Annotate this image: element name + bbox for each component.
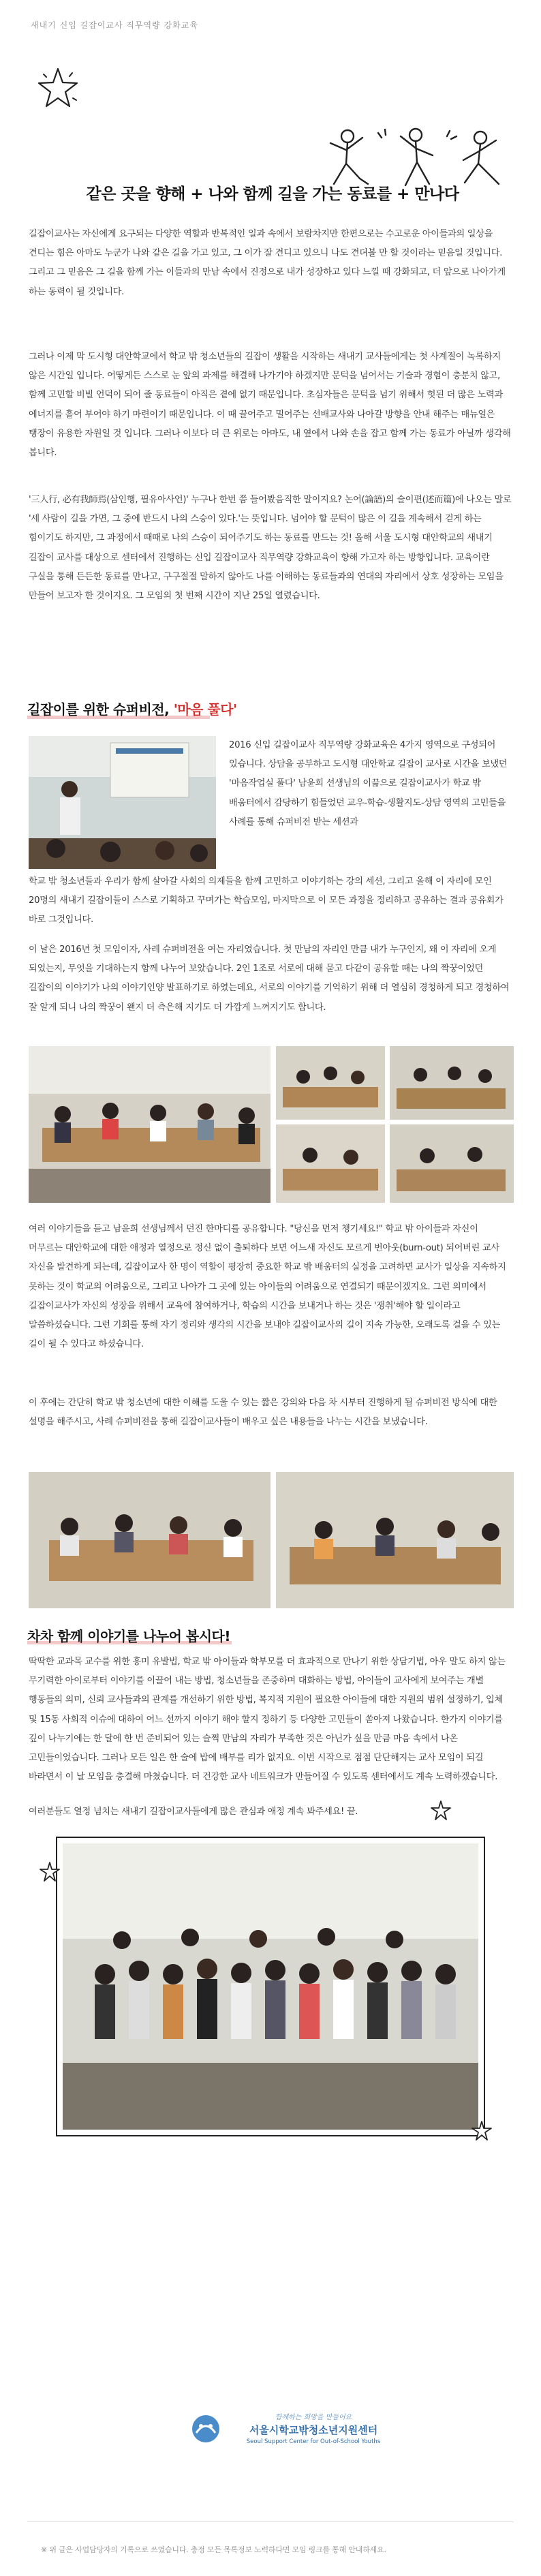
section1-paragraph-1b: 학교 밖 청소년들과 우리가 함께 살아갈 사회의 의제들을 함께 고민하고 이야기하는 강의 세션, 그리고 올해 이 자리에 모인 20명의 새내기 길잡이들이 스스로 기획하고 꾸며가는 학습모임, 마지막으로 이 모든 과정을 정리하고 공유하는 결과 공유회가 바로 그것입니다. xyxy=(29,876,504,925)
group-activity-photo-1 xyxy=(29,1046,270,1203)
section2-title: 차차 함께 이야기를 나누어 봅시다! xyxy=(27,1628,230,1644)
header-tag: 새내기 신입 길잡이교사 직무역량 강화교육 xyxy=(31,20,198,30)
org-logo-icon xyxy=(189,2412,222,2445)
org-name-en: Seoul Support Center for Out-of-School Youths xyxy=(246,2438,381,2445)
star-doodle-small-icon xyxy=(429,1799,452,1822)
intro-paragraph-2: 그러나 이제 막 도시형 대안학교에서 학교 밖 청소년들의 길잡이 생활을 시작하는 새내기 교사들에게는 첫 사계절이 녹록하지 않은 시간일 입니다. 어떻게든 스스로 눈 앞의 과제를 해결해 나가기야 하겠지만 문턱을 넘어서는 기술과 경험이 충분치 않고, 함께 고민할 비빌 언덕이 되어 줄 동료들이 아직은 곁에 없기 때문입니다. 초심자들은 문턱을 넘기 위해서 헛된 더 많은 노력과 에너지를 흩어 부어야 하기 마련이기 때문입니다. 이 때 끌어주고 밀어주는 선배교사와 나아갈 방향을 안내 해주는 매뉴얼은 탱장이 유용한 자원일 것 입니다. 그러나 이보다 더 큰 위로는 아마도, 내 옆에서 나와 손을 잡고 함께 가는 동료가 아닐까 생각해 봅니다. xyxy=(29,352,511,459)
group-activity-photo-5 xyxy=(390,1124,514,1203)
group-activity-photo-3 xyxy=(390,1046,514,1120)
main-title: 같은 곳을 향해 + 나와 함께 길을 가는 동료를 + 만나다 xyxy=(86,185,459,203)
footer-divider xyxy=(27,2521,514,2522)
group-activity-photo-4 xyxy=(276,1124,385,1203)
section1-paragraph-3: 여러 이야기들을 듣고 남윤희 선생님께서 던진 한마디를 공유합니다. "당신을 먼저 챙기세요!" 학교 밖 아이들과 자신이 머무르는 대안학교에 대한 애정과 열정으로 정신 없이 출퇴하다 보면 어느새 자신도 모르게 번아웃(burn-out) 되어버린 교사 자신을 발견하게 되는데, 길잡이교사 한 명이 역할이 평장히 중요한 학교 밖 배움터의 실정을 고려하면 교사가 일상을 지속하지 못하는 것이 학교의 어려움으로, 그리고 나아가 그 곳에 있는 아이들의 어려움으로 연결되기 때문이겠지요. 그런 의미에서 길잡이교사가 자신의 성장을 위해서 교육에 참여하거나, 학습의 시간을 보내거나 하는 것은 '쟁취'해야 할 일이라고 말씀하셨습니다. 그런 기회를 통해 자기 정리와 생각의 시간을 보내야 길잡이교사의 길이 지속 가능한, 오래도록 걸을 수 있는 길이 될 수 있다고 하셨습니다. xyxy=(29,1224,506,1350)
section2-paragraph-1: 딱딱한 교과목 교수를 위한 흥미 유발법, 학교 밖 아이들과 학부모를 더 효과적으로 만나기 위한 상담기법, 아우 말도 하지 않는 무기력한 아이로부터 이야기를 이끌어 내는 방법, 청소년들을 존중하며 대화하는 방법, 아이들이 교사에게 보여주는 개별 행동들의 의미, 신뢰 교사들과의 관계를 개선하기 위한 방법, 복지적 지원이 필요한 아이들에 대한 지원의 범위 설정하기, 입체 및 15동 사회적 이슈에 대하여 어느 선까지 이야기 해야 할지 정하기 등 다양한 고민들이 쏟아져 나왔습니다. 한가지 이야기를 깊이 나누기에는 한 달에 한 번 준비되어 있는 슬쩍 만남의 자리가 부족한 것은 아닌가 싶을 만큼 마음 속에서 나온 고민들이었습니다. 그러나 모든 일은 한 술에 밥에 배부를 리가 없지요. 이번 시작으로 점점 단단해지는 교사 모임이 되길 바라면서 이 날 모임을 충결해 마쳤습니다. 더 건강한 교사 네트워크가 만들어질 수 있도록 센터에서도 계속 노력하겠습니다. xyxy=(29,1657,506,1783)
group-activity-photo-2 xyxy=(276,1046,385,1120)
section1-title xyxy=(27,699,237,718)
section1-paragraph-2: 이 날은 2016년 첫 모임이자, 사례 슈퍼비전을 여는 자리였습니다. 첫 만남의 자리인 만큼 내가 누구인지, 왜 이 자리에 오게 되었는지, 무엇을 기대하는지 함께 나누어 보았습니다. 2인 1조로 서로에 대해 묻고 다같이 공유할 때는 나의 짝꿍이었던 길잡이의 이야기가 나의 이야기인양 발표하기로 하였는데요, 서로의 이야기를 기억하기 위해 더 열심히 경청하게 되고 경청하여 잘 알게 되니 나의 짝꿍이 왠지 더 측은해 지기도 더 가깝게 느껴지기도 합니다. xyxy=(29,945,510,1013)
intro-paragraph-3: '三人行, 必有我師焉(삼인행, 필유아사언)' 누구나 한번 쯤 들어봤음직한 말이지요? 논어(論語)의 술이편(述而篇)에 나오는 말로 '세 사람이 길을 가면, 그 중에 반드시 나의 스승이 있다.'는 뜻입니다. 넘어야 할 문턱이 많은 이 길을 계속해서 걷게 하는 힘이기도 하지만, 그 과정에서 때때로 나의 스승이 되어주기도 하는 동료를 만드는 것! 올해 서울 도시형 대안학교의 새내기 길잡이 교사를 대상으로 센터에서 진행하는 신입 길잡이교사 직무역량 강화교육이 향해 가고자 하는 방향입니다. 교육이란 구실을 통해 든든한 동료를 만나고, 구구절절 말하지 않아도 나를 이해하는 동료들과의 연대의 자리에서 상호 성장하는 모임을 만들어 보고자 한 것이지요. 그 모임의 첫 번째 시간이 지난 25일 열렸습니다. xyxy=(29,495,512,602)
star-doodle-icon xyxy=(34,65,82,112)
section1-title-accent: '마음 풀다' xyxy=(173,701,237,718)
footnote: ※ 위 글은 사업담당자의 기록으로 쓰였습니다. 충정 모든 목록정보 노력하다면 모임 링크를 통해 안내하세요. xyxy=(41,2545,386,2554)
dancing-people-illustration xyxy=(320,123,511,191)
star-doodle-frame-left-icon xyxy=(38,1860,61,1884)
lecture-photo xyxy=(29,736,216,869)
section1-title-prefix: 길잡이를 위한 슈퍼비전, xyxy=(27,701,174,718)
group-photo-frame xyxy=(56,1837,485,2136)
section2-paragraph-2: 여러분들도 열정 넘치는 새내기 길잡이교사들에게 많은 관심과 애정 계속 봐주세요! 끝. xyxy=(29,1807,358,1817)
discussion-photo-1 xyxy=(29,1472,270,1608)
section1-paragraph-1: 2016 신입 길잡이교사 직무역량 강화교육은 4가지 영역으로 구성되어 있습니다. 상담을 공부하고 도시형 대안학교 길잡이 교사로 시간을 보냈던 '마음작업실 풀다' 남윤희 선생님의 이끎으로 길잡이교사가 학교 밖 배움터에서 감당하기 힘들었던 교우-학습-생활지도-상담 영역의 고민들을 사례를 통해 슈퍼비전 받는 세션과 xyxy=(229,740,508,827)
group-photo xyxy=(57,1838,484,2135)
org-slogan: 함께하는 희망을 만들어요 xyxy=(275,2414,352,2421)
section1-paragraph-4: 이 후에는 간단히 학교 밖 청소년에 대한 이해를 도울 수 있는 짧은 강의와 다음 차 시부터 진행하게 될 슈퍼비전 방식에 대한 설명을 해주시고, 사례 슈퍼비전을 통해 길잡이교사들이 배우고 싶은 내용들을 나누는 시간을 보냈습니다. xyxy=(29,1398,497,1428)
org-name: 서울시학교밖청소년지원센터 xyxy=(249,2424,378,2436)
discussion-photo-2 xyxy=(276,1472,514,1608)
intro-paragraph-1: 길잡이교사는 자신에게 요구되는 다양한 역할과 반복적인 일과 속에서 보람차지만 한편으로는 수고로운 아이들과의 일상을 견디는 힘은 아마도 누군가 나와 같은 길을 가고 있고, 그 이가 잘 견디고 있으니 나도 견뎌볼 만 할 것이라는 믿음일 것입니다. 그리고 그 믿음은 그 길을 함께 가는 이들과의 만남 속에서 진정으로 내가 성장하고 있다 느낄 때 강화되고, 더 앞으로 나아가게 하는 동력이 될 것입니다. xyxy=(29,229,506,297)
star-doodle-frame-right-icon xyxy=(470,2119,493,2143)
